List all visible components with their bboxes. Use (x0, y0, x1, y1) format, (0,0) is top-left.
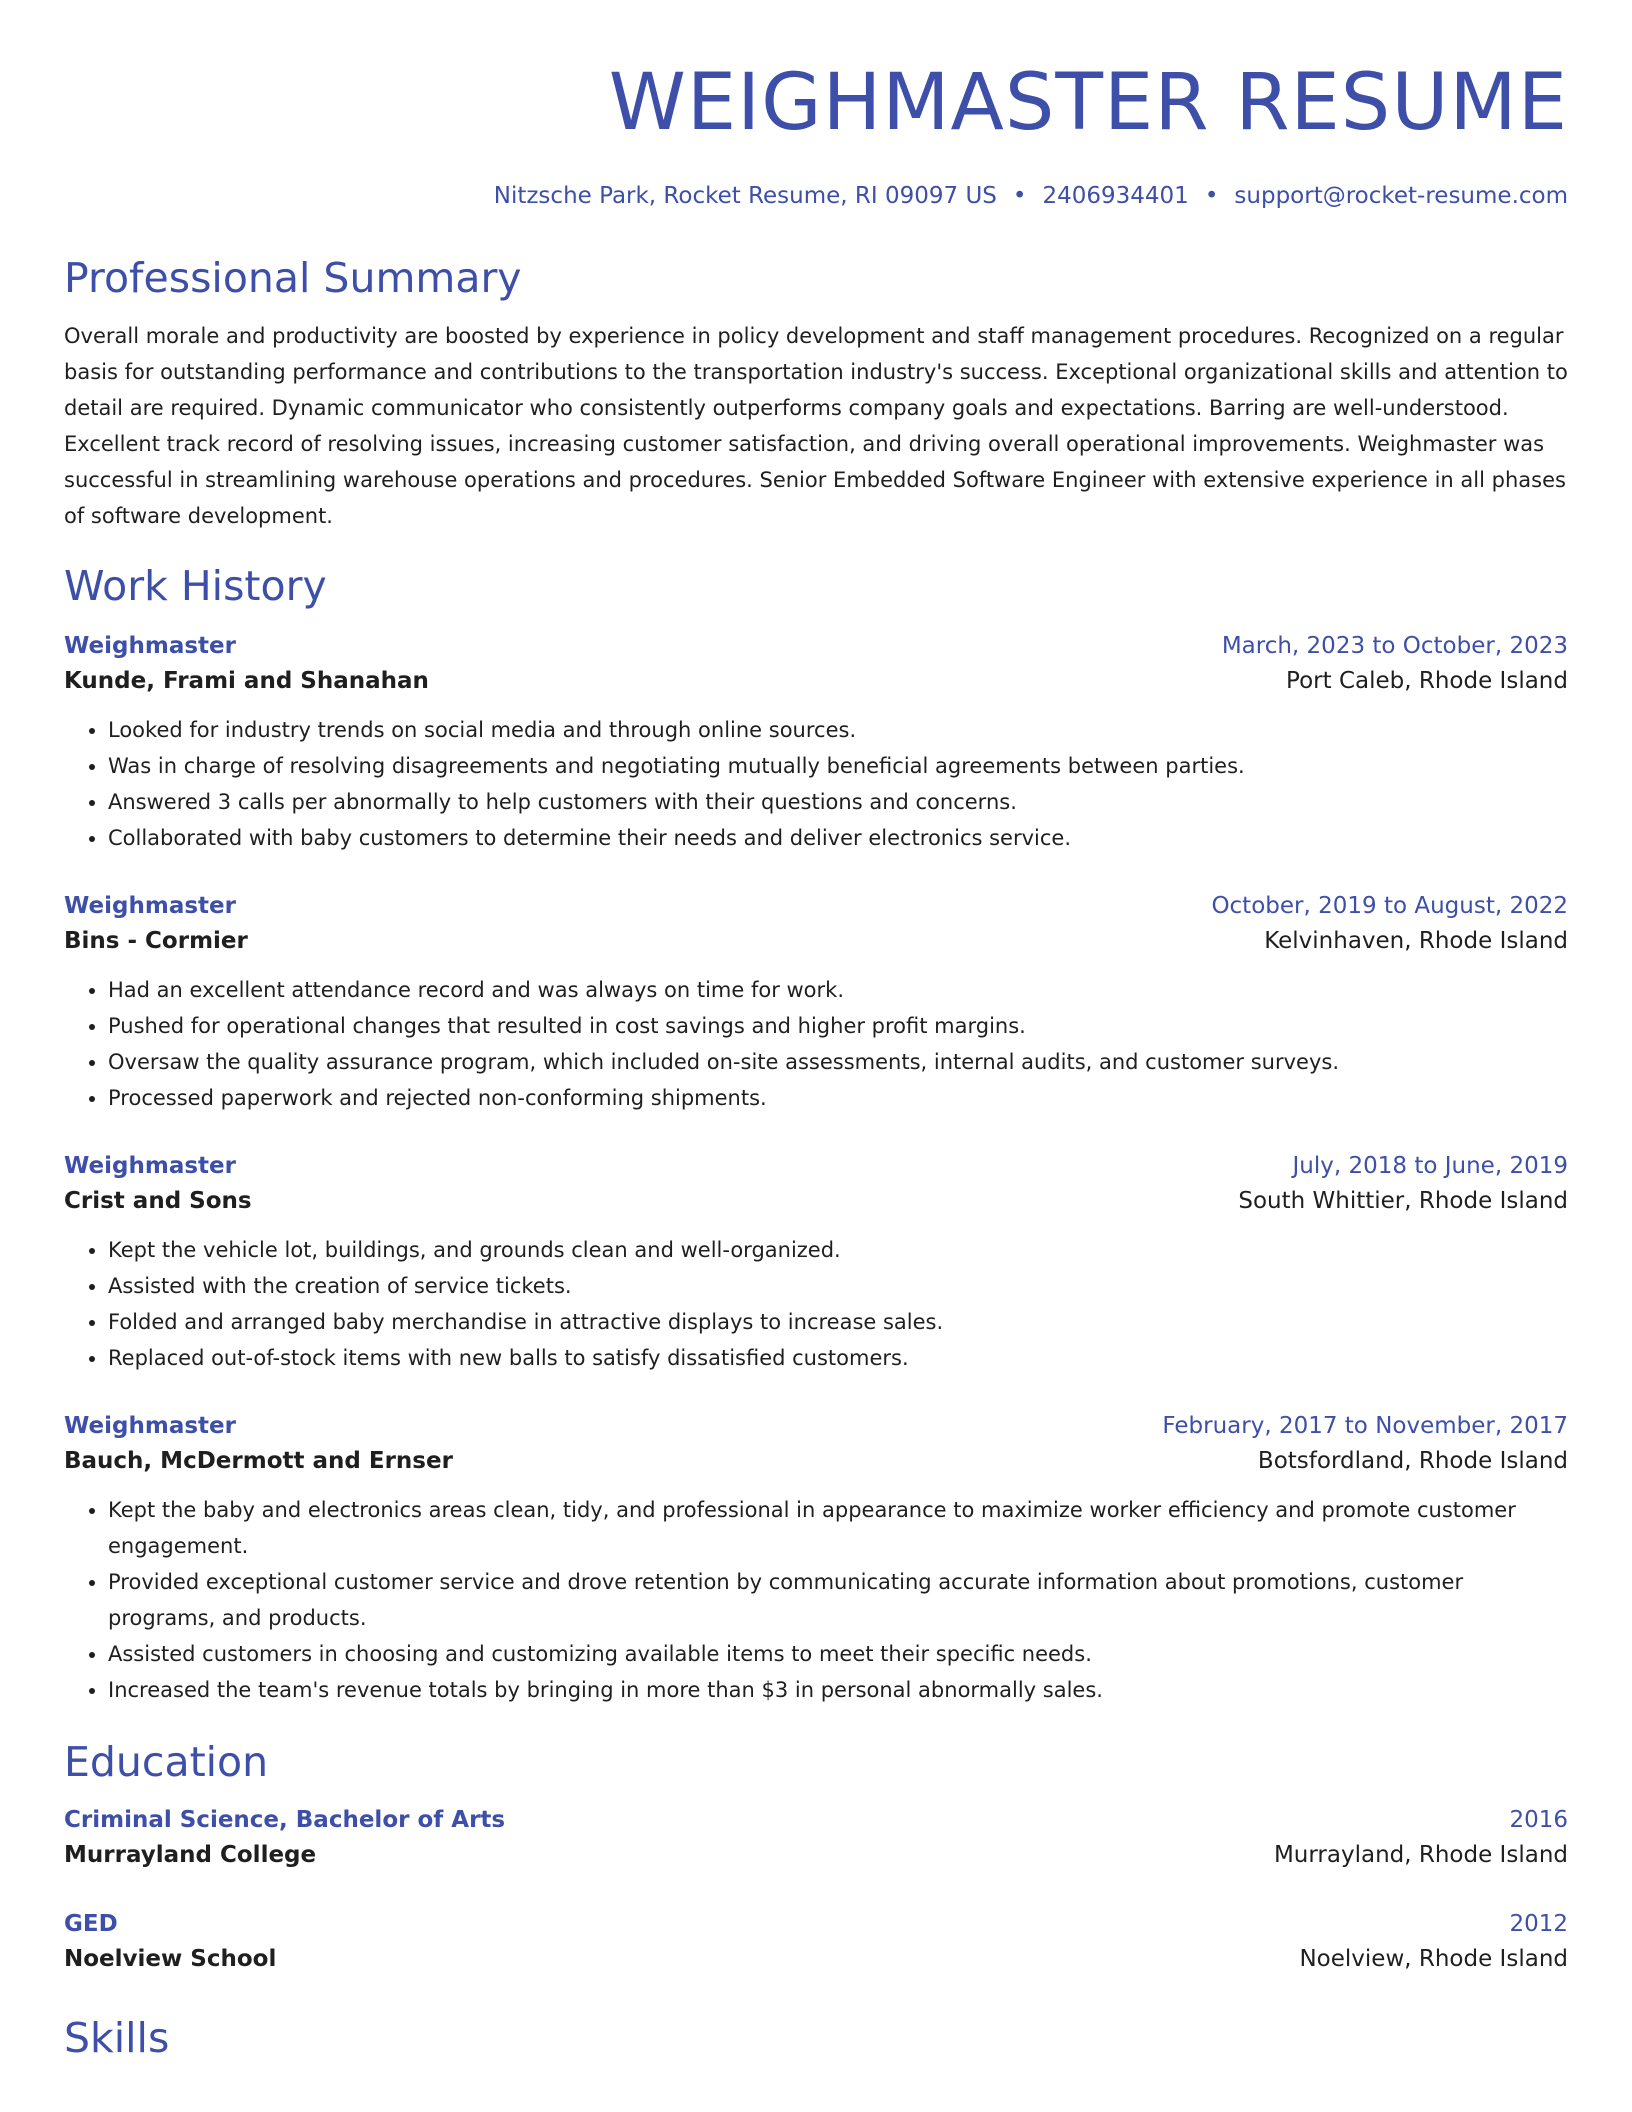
job-bullets (64, 712, 1568, 856)
education-entry (64, 1804, 1568, 1874)
contact-line (64, 180, 1568, 212)
job-title: Weighmaster (64, 1413, 236, 1439)
job-bullet: • Collaborated with baby customers to determine their needs and deliver electronics service. (108, 820, 1568, 856)
education-entry (64, 1908, 1568, 1978)
education-year: 2012 (1509, 1911, 1568, 1937)
job-dates: October, 2019 to August, 2022 (1211, 893, 1568, 919)
education-heading: Education (64, 1738, 269, 1786)
education-location: Murrayland, Rhode Island (1273, 1842, 1568, 1868)
education-school: Noelview School (64, 1946, 277, 1972)
contact-address: Nitzsche Park, Rocket Resume, RI 09097 US (493, 183, 997, 209)
job-bullet: • Kept the baby and electronics areas clean, tidy, and professional in appearance to maximize worker efficiency and promote customer engagement. (108, 1492, 1568, 1564)
job-title: Weighmaster (64, 1153, 236, 1179)
contact-email[interactable]: support@rocket-resume.com (1234, 183, 1568, 209)
job-bullet: • Looked for industry trends on social media and through online sources. (108, 712, 1568, 748)
job-bullet: • Pushed for operational changes that resulted in cost savings and higher profit margins. (108, 1008, 1568, 1044)
job-bullet: • Oversaw the quality assurance program, which included on-site assessments, internal audits, and customer surveys. (108, 1044, 1568, 1080)
job-location: Botsfordland, Rhode Island (1257, 1448, 1568, 1474)
job-bullet: • Provided exceptional customer service and drove retention by communicating accurate information about promotions, customer programs, and products. (108, 1564, 1568, 1636)
job-location: Kelvinhaven, Rhode Island (1264, 928, 1568, 954)
job-dates: March, 2023 to October, 2023 (1221, 633, 1568, 659)
education-year: 2016 (1509, 1807, 1568, 1833)
summary-text: Overall morale and productivity are boosted by experience in policy development and staff management procedures. Recognized on a regular basis for outstanding performance and contributions to the transportation industry's success. Exceptional organizational skills and attention to detail are required. Dynamic communicator who consistently outperforms company goals and expectations. Barring are well-understood. Excellent track record of resolving issues, increasing customer satisfaction, and driving overall operational improvements. Weighmaster was successful in streamlining warehouse operations and procedures. Senior Embedded Software Engineer with extensive experience in all phases of software development. (64, 324, 1568, 528)
job-entry (64, 890, 1568, 1116)
contact-separator: • (1012, 183, 1027, 209)
job-bullet: • Folded and arranged baby merchandise in attractive displays to increase sales. (108, 1304, 1568, 1340)
job-location: South Whittier, Rhode Island (1238, 1188, 1568, 1214)
job-company: Crist and Sons (64, 1188, 252, 1214)
job-bullet: • Answered 3 calls per abnormally to help customers with their questions and concerns. (108, 784, 1568, 820)
job-bullet: • Was in charge of resolving disagreements and negotiating mutually beneficial agreements between parties. (108, 748, 1568, 784)
job-entry (64, 1150, 1568, 1376)
work-history-list (64, 630, 1568, 1708)
job-title: Weighmaster (64, 893, 236, 919)
contact-separator: • (1204, 183, 1219, 209)
contact-phone: 2406934401 (1042, 183, 1189, 209)
summary-heading: Professional Summary (64, 254, 522, 302)
job-entry (64, 630, 1568, 856)
job-dates: February, 2017 to November, 2017 (1162, 1413, 1568, 1439)
resume-title: WEIGHMASTER RESUME (608, 58, 1568, 148)
job-bullet: • Assisted customers in choosing and customizing available items to meet their specific needs. (108, 1636, 1568, 1672)
job-title: Weighmaster (64, 633, 236, 659)
job-bullet: • Assisted with the creation of service tickets. (108, 1268, 1568, 1304)
job-bullets (64, 972, 1568, 1116)
education-location: Noelview, Rhode Island (1299, 1946, 1568, 1972)
job-company: Bauch, McDermott and Ernser (64, 1448, 453, 1474)
job-bullet: • Had an excellent attendance record and was always on time for work. (108, 972, 1568, 1008)
job-entry (64, 1410, 1568, 1708)
job-bullet: • Processed paperwork and rejected non-conforming shipments. (108, 1080, 1568, 1116)
job-bullets (64, 1232, 1568, 1376)
skills-heading: Skills (64, 2014, 170, 2062)
education-degree: GED (64, 1911, 118, 1937)
education-school: Murrayland College (64, 1842, 317, 1868)
job-bullets (64, 1492, 1568, 1708)
job-company: Kunde, Frami and Shanahan (64, 668, 429, 694)
job-bullet: • Kept the vehicle lot, buildings, and grounds clean and well-organized. (108, 1232, 1568, 1268)
job-company: Bins - Cormier (64, 928, 248, 954)
job-dates: July, 2018 to June, 2019 (1292, 1153, 1568, 1179)
work-history-heading: Work History (64, 562, 327, 610)
education-degree: Criminal Science, Bachelor of Arts (64, 1807, 506, 1833)
job-bullet: • Increased the team's revenue totals by bringing in more than $3 in personal abnormally sales. (108, 1672, 1568, 1708)
job-location: Port Caleb, Rhode Island (1286, 668, 1568, 694)
job-bullet: • Replaced out-of-stock items with new balls to satisfy dissatisfied customers. (108, 1340, 1568, 1376)
